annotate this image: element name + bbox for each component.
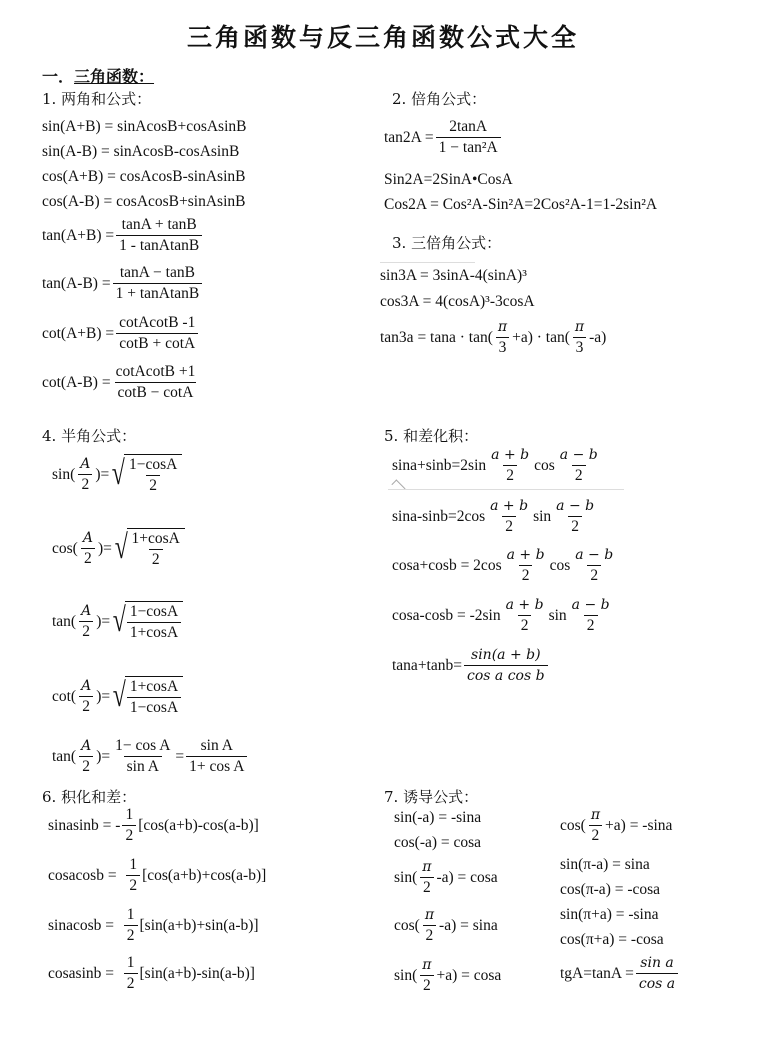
formula-tga: tgA=tanA = $\frac{\text{sin a}}{\text{cos a}}$ — [560, 954, 680, 993]
fraction: $\frac{1}{2}$ — [124, 954, 138, 993]
fraction: $\frac{\text{sin a}}{\text{cos a}}$ — [636, 954, 678, 993]
formula-cosa-plus-cosb: cosa+cosb = 2cos $\frac{a + b}{2}$ cos $\frac{a - b}{2}$ — [392, 546, 618, 585]
fraction: $\frac{1}{2}$ — [122, 806, 136, 845]
square-root: √ $\frac{1-\cos A}{1+\cos A}$ — [110, 601, 183, 642]
formula-sin3a: sin3A = 3sinA-4(sinA)³ — [380, 267, 527, 284]
divider — [388, 489, 624, 490]
formula-cos2a: Cos2A = Cos²A-Sin²A=2Cos²A-1=1-2sin²A — [384, 196, 658, 213]
square-root: √ $\frac{1+\cos A}{2}$ — [112, 528, 185, 569]
formula-cosasinb: cosasinb = $\frac{1}{2}$ [sin(a+b)-sin(a-b)] — [48, 954, 255, 992]
fraction: $\frac{\text{sin A}}{\text{1+ cos A}}$ — [186, 737, 247, 776]
formula-cosa-minus-cosb: cosa-cosb = -2sin $\frac{a + b}{2}$ sin $\frac{a - b}{2}$ — [392, 596, 615, 635]
formula-sin-sum: sin(A+B) = sinAcosB+cosAsinB — [42, 118, 247, 135]
square-root: √ $\frac{1+\cos A}{1-\cos A}$ — [110, 676, 183, 717]
heading-half: 4. 半角公式： — [42, 427, 137, 445]
fraction: $\frac{a + b}{2}$ — [491, 447, 530, 484]
formula-sina-minus-sinb: sina-sinb=2cos $\frac{a + b}{2}$ sin $\frac{a - b}{2}$ — [392, 497, 599, 536]
heading-sum-to-product: 5. 和差化积： — [384, 427, 479, 445]
formula-tan-half: tan( $\frac{A}{2}$ )= √ $\frac{1-\cos A}{1+\cos A}$ — [52, 601, 183, 642]
formula-tana-plus-tanb: tana+tanb= $\frac{\sin(a + b)}{\text{cos a cos b}}$ — [392, 646, 550, 685]
formula-tan3a: tan3a = tana · tan( $\frac{\pi}{3}$ +a) · tan( $\frac{\pi}{3}$ -a) — [380, 319, 607, 356]
section-heading — [42, 64, 154, 87]
fraction: $\frac{A}{2}$ — [80, 456, 91, 493]
fraction: $\frac{A}{2}$ — [82, 530, 93, 567]
divider — [380, 262, 475, 263]
formula-cos-neg: cos(-a) = cosa — [394, 834, 482, 851]
fraction: $\frac{a - b}{2}$ — [556, 498, 595, 535]
fraction: $\frac{a - b}{2}$ — [575, 547, 614, 584]
heading-product-to-sum: 6. 积化和差： — [42, 788, 137, 806]
formula-sina-plus-sinb: sina+sinb=2sin $\frac{a + b}{2}$ cos $\frac{a - b}{2}$ — [392, 446, 603, 485]
formula-sin-pi2-minus: sin( $\frac{\pi}{2}$ -a) = cosa — [394, 859, 498, 896]
formula-cos-diff: cos(A-B) = cosAcosB+sinAsinB — [42, 193, 246, 210]
formula-tan-diff: tan(A-B) = $\frac{\tan A - \tan B}{\text{1 + tanAtanB}}$ — [42, 264, 204, 303]
formula-tan-half-alt: tan( $\frac{A}{2}$ )= $\frac{\text{1− cos A}}{\text{sin A}}$ = $\frac{\text{sin A}}{\text{1+ cos A}}$ — [52, 737, 249, 776]
formula-cot-sum: cot(A+B) = $\frac{\text{cotAcotB -1}}{\cot B + \cot A}$ — [42, 314, 200, 353]
section-number: 一． — [42, 67, 75, 86]
formula-sin-pi2-plus: sin( $\frac{\pi}{2}$ +a) = cosa — [394, 957, 502, 994]
page-title: 三角函数与反三角函数公式大全 — [186, 23, 579, 52]
formula-sin-pi-plus: sin(π+a) = -sina — [560, 906, 659, 923]
fraction: $\frac{a - b}{2}$ — [559, 447, 598, 484]
fraction: $\frac{\pi}{2}$ — [419, 858, 434, 897]
formula-cos-sum: cos(A+B) = cosAcosB-sinAsinB — [42, 168, 246, 185]
formula-cos-pi2-minus: cos( $\frac{\pi}{2}$ -a) = sina — [394, 907, 498, 944]
fraction: $\frac{a + b}{2}$ — [490, 498, 529, 535]
formula-sin2a: Sin2A=2SinA•CosA — [384, 171, 513, 188]
heading-sum: 1. 两角和公式： — [42, 90, 152, 108]
heading-triple: 3. 三倍角公式： — [392, 234, 502, 252]
section-label: 三角函数： — [74, 67, 155, 86]
fraction: $\frac{\pi}{3}$ — [572, 318, 587, 357]
fraction: $\frac{\pi}{3}$ — [495, 318, 510, 357]
formula-sinasinb: sinasinb = - $\frac{1}{2}$ [cos(a+b)-cos(a-b)] — [48, 806, 259, 844]
formula-cosacosb: cosacosb = $\frac{1}{2}$ [cos(a+b)+cos(a-b)] — [48, 856, 267, 894]
fraction: $\frac{\pi}{2}$ — [419, 956, 434, 995]
fraction: $\frac{2\tan A}{\text{1 − tan²A}}$ — [436, 118, 501, 157]
formula-sin-half: sin( $\frac{A}{2}$ )= √ $\frac{1-\cos A}{2}$ — [52, 454, 182, 495]
fraction: $\frac{\text{cotAcotB +1}}{\cot B - \cot A}$ — [115, 363, 196, 401]
formula-tan-sum: tan(A+B) = $\frac{\tan A + \tan B}{\text{1 - tanAtanB}}$ — [42, 216, 204, 255]
fraction: $\frac{a - b}{2}$ — [571, 597, 610, 634]
fraction: $\frac{A}{2}$ — [81, 678, 92, 715]
fraction: $\frac{A}{2}$ — [81, 603, 92, 640]
formula-cos-pi-plus: cos(π+a) = -cosa — [560, 931, 664, 948]
fraction: $\frac{\pi}{2}$ — [588, 806, 603, 845]
formula-sin-pi-minus: sin(π-a) = sina — [560, 856, 650, 873]
fraction: $\frac{\sin(a + b)}{\text{cos a cos b}}$ — [464, 646, 548, 685]
fraction: $\frac{1}{2}$ — [124, 906, 138, 945]
fraction: $\frac{\text{cotAcotB -1}}{\cot B + \cot A}$ — [116, 314, 198, 353]
formula-cos3a: cos3A = 4(cosA)³-3cosA — [380, 293, 535, 310]
fraction: $\frac{\text{1− cos A}}{\text{sin A}}$ — [115, 737, 171, 775]
square-root: √ $\frac{1-\cos A}{2}$ — [109, 454, 182, 495]
heading-induction: 7. 诱导公式： — [384, 788, 479, 806]
formula-cot-diff: cot(A-B) = $\frac{\text{cotAcotB +1}}{\cot B - \cot A}$ — [42, 363, 200, 402]
formula-sinacosb: sinacosb = $\frac{1}{2}$ [sin(a+b)+sin(a-b)] — [48, 906, 259, 944]
formula-cos-half: cos( $\frac{A}{2}$ )= √ $\frac{1+\cos A}{2}$ — [52, 528, 185, 569]
fraction: $\frac{a + b}{2}$ — [505, 597, 544, 634]
fraction: $\frac{a + b}{2}$ — [506, 547, 545, 584]
fraction: $\frac{A}{2}$ — [81, 738, 92, 775]
formula-sin-neg: sin(-a) = -sina — [394, 809, 482, 826]
formula-cos-pi2-plus: cos( $\frac{\pi}{2}$ +a) = -sina — [560, 807, 673, 844]
heading-double: 2. 倍角公式： — [392, 90, 487, 108]
fraction: $\frac{\pi}{2}$ — [422, 906, 437, 945]
formula-cot-half: cot( $\frac{A}{2}$ )= √ $\frac{1+\cos A}{1-\cos A}$ — [52, 676, 183, 717]
fraction: $\frac{\tan A + \tan B}{\text{1 - tanAtanB}}$ — [116, 216, 202, 255]
formula-cos-pi-minus: cos(π-a) = -cosa — [560, 881, 661, 898]
formula-tan2a: tan2A = $\frac{2\tan A}{\text{1 − tan²A}}$ — [384, 118, 503, 157]
formula-sin-diff: sin(A-B) = sinAcosB-cosAsinB — [42, 143, 240, 160]
fraction: $\frac{\tan A - \tan B}{\text{1 + tanAtanB}}$ — [113, 264, 203, 303]
fraction: $\frac{1}{2}$ — [126, 856, 140, 895]
